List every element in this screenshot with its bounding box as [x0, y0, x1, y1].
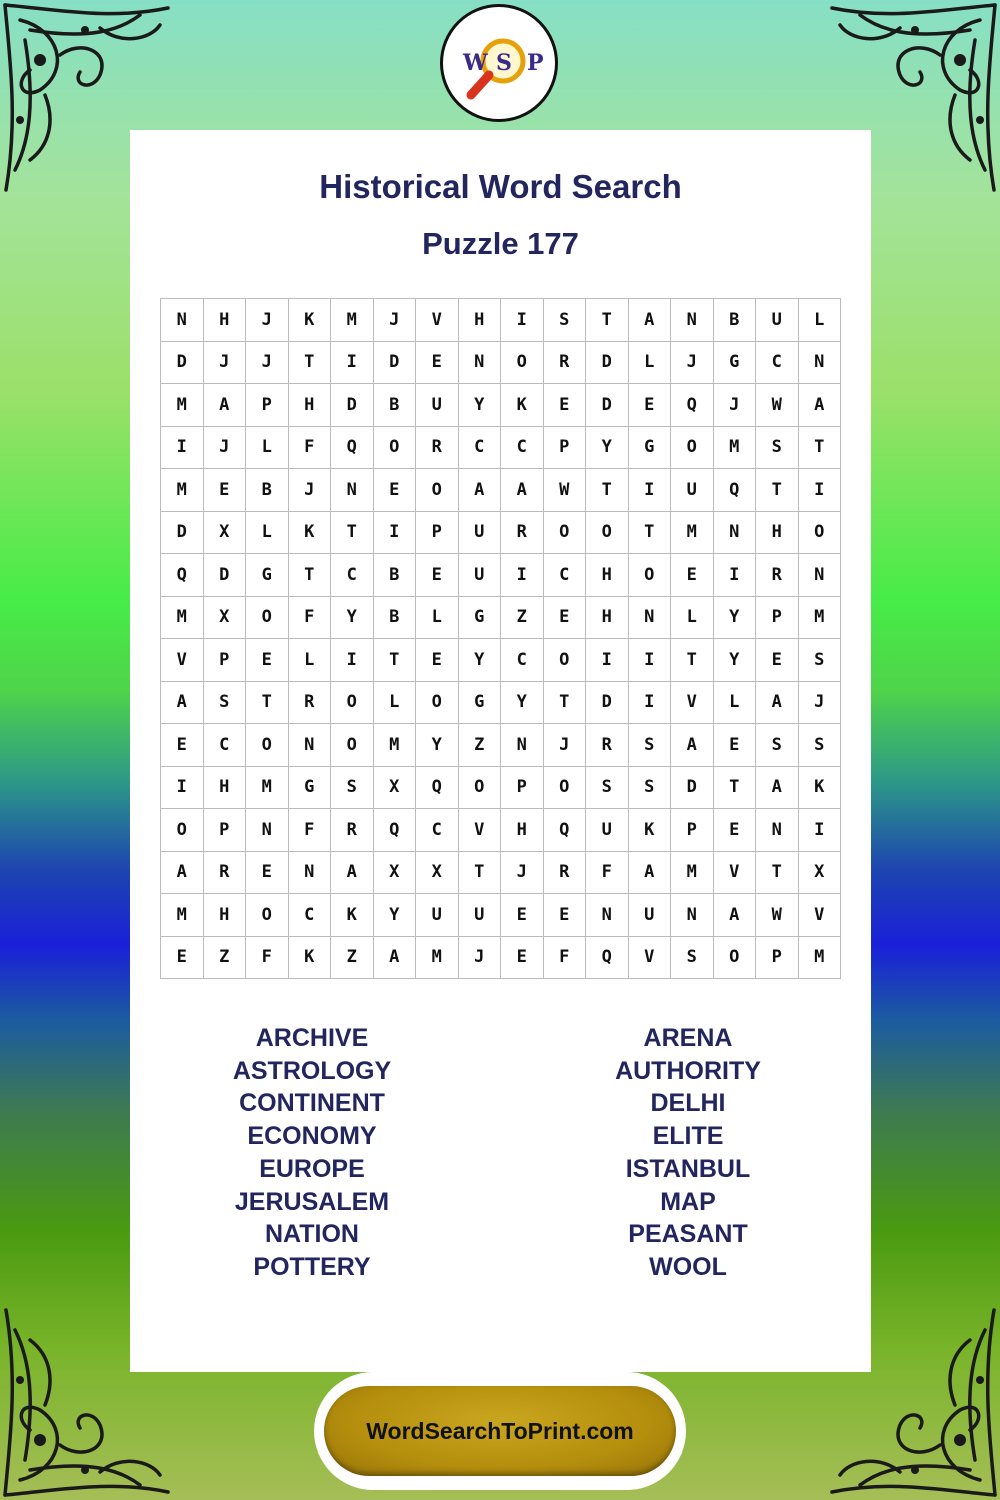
grid-cell[interactable]: V: [671, 682, 714, 725]
grid-cell[interactable]: T: [756, 469, 799, 512]
grid-cell[interactable]: J: [204, 342, 247, 385]
grid-cell[interactable]: M: [671, 852, 714, 895]
grid-cell[interactable]: C: [204, 724, 247, 767]
grid-cell[interactable]: M: [161, 384, 204, 427]
grid-cell[interactable]: C: [501, 639, 544, 682]
grid-cell[interactable]: D: [331, 384, 374, 427]
grid-cell[interactable]: Q: [161, 554, 204, 597]
grid-cell[interactable]: U: [459, 894, 502, 937]
grid-cell[interactable]: C: [289, 894, 332, 937]
grid-cell[interactable]: K: [501, 384, 544, 427]
grid-cell[interactable]: N: [161, 299, 204, 342]
grid-cell[interactable]: H: [501, 809, 544, 852]
grid-cell[interactable]: H: [459, 299, 502, 342]
grid-cell[interactable]: O: [544, 767, 587, 810]
grid-cell[interactable]: R: [544, 852, 587, 895]
grid-cell[interactable]: Y: [459, 384, 502, 427]
grid-cell[interactable]: E: [416, 342, 459, 385]
grid-cell[interactable]: O: [544, 639, 587, 682]
grid-cell[interactable]: O: [416, 682, 459, 725]
grid-cell[interactable]: V: [799, 894, 842, 937]
grid-cell[interactable]: C: [459, 427, 502, 470]
grid-cell[interactable]: M: [799, 597, 842, 640]
grid-cell[interactable]: C: [416, 809, 459, 852]
grid-cell[interactable]: T: [629, 512, 672, 555]
grid-cell[interactable]: E: [544, 894, 587, 937]
grid-cell[interactable]: T: [459, 852, 502, 895]
grid-cell[interactable]: O: [246, 724, 289, 767]
grid-cell[interactable]: E: [501, 894, 544, 937]
grid-cell[interactable]: V: [714, 852, 757, 895]
grid-cell[interactable]: P: [204, 809, 247, 852]
grid-cell[interactable]: E: [501, 937, 544, 980]
grid-cell[interactable]: S: [629, 724, 672, 767]
grid-cell[interactable]: Q: [331, 427, 374, 470]
word-list-item: ECONOMY: [247, 1122, 377, 1151]
grid-cell[interactable]: H: [289, 384, 332, 427]
grid-cell[interactable]: A: [756, 682, 799, 725]
grid-cell[interactable]: E: [416, 639, 459, 682]
grid-cell[interactable]: N: [501, 724, 544, 767]
grid-cell[interactable]: K: [289, 937, 332, 980]
grid-cell[interactable]: E: [544, 384, 587, 427]
grid-cell[interactable]: O: [416, 469, 459, 512]
grid-cell[interactable]: R: [544, 342, 587, 385]
grid-cell[interactable]: H: [586, 554, 629, 597]
grid-cell[interactable]: S: [799, 724, 842, 767]
grid-cell[interactable]: G: [459, 682, 502, 725]
grid-cell[interactable]: N: [586, 894, 629, 937]
grid-cell[interactable]: S: [586, 767, 629, 810]
grid-cell[interactable]: Q: [714, 469, 757, 512]
grid-cell[interactable]: J: [204, 427, 247, 470]
grid-cell[interactable]: F: [289, 597, 332, 640]
grid-cell[interactable]: V: [416, 299, 459, 342]
grid-cell[interactable]: G: [459, 597, 502, 640]
grid-cell[interactable]: X: [204, 597, 247, 640]
grid-cell[interactable]: E: [544, 597, 587, 640]
puzzle-card: [130, 130, 871, 1372]
grid-cell[interactable]: Q: [586, 937, 629, 980]
grid-cell[interactable]: E: [756, 639, 799, 682]
grid-cell[interactable]: D: [586, 384, 629, 427]
grid-cell[interactable]: A: [161, 682, 204, 725]
grid-cell[interactable]: A: [799, 384, 842, 427]
grid-cell[interactable]: K: [289, 512, 332, 555]
grid-cell[interactable]: L: [416, 597, 459, 640]
grid-cell[interactable]: I: [629, 469, 672, 512]
word-list-item: POTTERY: [253, 1252, 371, 1281]
grid-cell[interactable]: I: [629, 682, 672, 725]
word-list-item: MAP: [660, 1187, 716, 1216]
grid-cell[interactable]: U: [629, 894, 672, 937]
grid-cell[interactable]: M: [671, 512, 714, 555]
grid-cell[interactable]: J: [714, 384, 757, 427]
grid-cell[interactable]: P: [416, 512, 459, 555]
grid-cell[interactable]: P: [756, 597, 799, 640]
grid-cell[interactable]: S: [671, 937, 714, 980]
word-list-item: PEASANT: [628, 1220, 748, 1249]
grid-cell[interactable]: Z: [501, 597, 544, 640]
grid-cell[interactable]: C: [501, 427, 544, 470]
grid-cell[interactable]: C: [331, 554, 374, 597]
word-list-item: ARENA: [643, 1024, 733, 1052]
grid-cell[interactable]: O: [459, 767, 502, 810]
grid-cell[interactable]: N: [714, 512, 757, 555]
grid-cell[interactable]: X: [799, 852, 842, 895]
grid-cell[interactable]: H: [586, 597, 629, 640]
grid-cell[interactable]: P: [501, 767, 544, 810]
grid-cell[interactable]: U: [459, 512, 502, 555]
grid-cell[interactable]: P: [204, 639, 247, 682]
word-list-item: ASTROLOGY: [232, 1056, 392, 1085]
grid-cell[interactable]: N: [246, 809, 289, 852]
grid-cell[interactable]: Y: [586, 427, 629, 470]
grid-cell[interactable]: N: [671, 299, 714, 342]
grid-cell[interactable]: N: [799, 342, 842, 385]
logo-letter-s: S: [496, 50, 512, 76]
grid-cell[interactable]: L: [629, 342, 672, 385]
grid-cell[interactable]: B: [714, 299, 757, 342]
grid-cell[interactable]: I: [799, 469, 842, 512]
grid-cell[interactable]: M: [246, 767, 289, 810]
grid-cell[interactable]: V: [629, 937, 672, 980]
grid-cell[interactable]: D: [161, 512, 204, 555]
grid-cell[interactable]: L: [246, 512, 289, 555]
grid-cell[interactable]: N: [756, 809, 799, 852]
grid-cell[interactable]: H: [204, 767, 247, 810]
grid-cell[interactable]: Q: [416, 767, 459, 810]
grid-cell[interactable]: S: [331, 767, 374, 810]
grid-cell[interactable]: E: [374, 469, 417, 512]
grid-cell[interactable]: I: [374, 512, 417, 555]
grid-cell[interactable]: I: [586, 639, 629, 682]
grid-cell[interactable]: M: [161, 469, 204, 512]
page-title: Historical Word Search: [319, 168, 682, 205]
grid-cell[interactable]: R: [416, 427, 459, 470]
grid-cell[interactable]: A: [501, 469, 544, 512]
grid-cell[interactable]: N: [629, 597, 672, 640]
grid-cell[interactable]: I: [799, 809, 842, 852]
grid-cell[interactable]: M: [161, 894, 204, 937]
grid-cell[interactable]: J: [671, 342, 714, 385]
grid-cell[interactable]: E: [246, 852, 289, 895]
grid-cell[interactable]: T: [246, 682, 289, 725]
grid-cell[interactable]: L: [246, 427, 289, 470]
grid-cell[interactable]: T: [799, 427, 842, 470]
grid-cell[interactable]: I: [331, 342, 374, 385]
grid-cell[interactable]: R: [204, 852, 247, 895]
grid-cell[interactable]: T: [586, 299, 629, 342]
grid-cell[interactable]: G: [246, 554, 289, 597]
grid-cell[interactable]: P: [756, 937, 799, 980]
grid-cell[interactable]: G: [714, 342, 757, 385]
grid-cell[interactable]: L: [289, 639, 332, 682]
puzzle-number: Puzzle 177: [422, 226, 579, 261]
word-list-right: [538, 1022, 838, 1284]
word-list-item: AUTHORITY: [615, 1056, 761, 1085]
grid-cell[interactable]: T: [374, 639, 417, 682]
grid-cell[interactable]: X: [374, 767, 417, 810]
grid-cell[interactable]: O: [714, 937, 757, 980]
grid-cell[interactable]: W: [756, 384, 799, 427]
grid-cell[interactable]: D: [204, 554, 247, 597]
grid-cell[interactable]: G: [289, 767, 332, 810]
word-list-item: ISTANBUL: [625, 1154, 751, 1183]
grid-cell[interactable]: U: [671, 469, 714, 512]
grid-cell[interactable]: O: [161, 809, 204, 852]
grid-cell[interactable]: E: [714, 809, 757, 852]
grid-cell[interactable]: Q: [671, 384, 714, 427]
grid-cell[interactable]: L: [374, 682, 417, 725]
grid-cell[interactable]: H: [204, 299, 247, 342]
grid-cell[interactable]: D: [161, 342, 204, 385]
word-list-item: JERUSALEM: [234, 1187, 390, 1216]
grid-cell[interactable]: R: [501, 512, 544, 555]
grid-cell[interactable]: J: [459, 937, 502, 980]
grid-cell[interactable]: L: [799, 299, 842, 342]
grid-cell[interactable]: E: [671, 554, 714, 597]
grid-cell[interactable]: F: [289, 427, 332, 470]
grid-cell[interactable]: M: [799, 937, 842, 980]
grid-cell[interactable]: W: [756, 894, 799, 937]
grid-cell[interactable]: S: [204, 682, 247, 725]
logo-letter-p: P: [527, 50, 544, 76]
grid-cell[interactable]: J: [289, 469, 332, 512]
grid-cell[interactable]: T: [331, 512, 374, 555]
grid-cell[interactable]: M: [416, 937, 459, 980]
grid-cell[interactable]: K: [289, 299, 332, 342]
word-list-item: CONTINENT: [239, 1089, 385, 1118]
grid-cell[interactable]: C: [544, 554, 587, 597]
grid-cell[interactable]: H: [204, 894, 247, 937]
grid-cell[interactable]: A: [629, 299, 672, 342]
grid-cell[interactable]: R: [289, 682, 332, 725]
grid-cell[interactable]: L: [671, 597, 714, 640]
grid-cell[interactable]: B: [374, 554, 417, 597]
grid-cell[interactable]: B: [374, 384, 417, 427]
grid-cell[interactable]: O: [501, 342, 544, 385]
grid-cell[interactable]: D: [671, 767, 714, 810]
site-name: WordSearchToPrint.com: [366, 1417, 634, 1444]
grid-cell[interactable]: O: [629, 554, 672, 597]
grid-cell[interactable]: T: [756, 852, 799, 895]
grid-cell[interactable]: R: [756, 554, 799, 597]
grid-cell[interactable]: N: [289, 724, 332, 767]
grid-cell[interactable]: I: [161, 767, 204, 810]
grid-cell[interactable]: A: [204, 384, 247, 427]
word-list-left: [162, 1022, 462, 1284]
grid-cell[interactable]: R: [586, 724, 629, 767]
grid-cell[interactable]: F: [586, 852, 629, 895]
grid-cell[interactable]: M: [714, 427, 757, 470]
grid-cell[interactable]: Y: [331, 597, 374, 640]
grid-cell[interactable]: Z: [204, 937, 247, 980]
grid-cell[interactable]: X: [416, 852, 459, 895]
grid-cell[interactable]: F: [246, 937, 289, 980]
footer-badge: [314, 1372, 686, 1490]
grid-cell[interactable]: J: [799, 682, 842, 725]
grid-cell[interactable]: P: [544, 427, 587, 470]
grid-cell[interactable]: D: [586, 682, 629, 725]
grid-cell[interactable]: O: [331, 682, 374, 725]
grid-cell[interactable]: Z: [331, 937, 374, 980]
grid-cell[interactable]: Y: [374, 894, 417, 937]
grid-cell[interactable]: I: [331, 639, 374, 682]
grid-cell[interactable]: J: [501, 852, 544, 895]
grid-cell[interactable]: U: [416, 384, 459, 427]
word-list-item: DELHI: [650, 1089, 726, 1118]
letter-grid: [160, 298, 841, 979]
grid-cell[interactable]: A: [671, 724, 714, 767]
grid-cell[interactable]: N: [671, 894, 714, 937]
grid-cell[interactable]: A: [161, 852, 204, 895]
grid-cell[interactable]: K: [331, 894, 374, 937]
grid-cell[interactable]: S: [544, 299, 587, 342]
grid-cell[interactable]: B: [246, 469, 289, 512]
grid-cell[interactable]: N: [289, 852, 332, 895]
grid-cell[interactable]: O: [544, 512, 587, 555]
grid-cell[interactable]: M: [331, 299, 374, 342]
grid-cell[interactable]: W: [544, 469, 587, 512]
grid-cell[interactable]: Z: [459, 724, 502, 767]
grid-cell[interactable]: X: [374, 852, 417, 895]
grid-cell[interactable]: O: [246, 597, 289, 640]
grid-cell[interactable]: S: [629, 767, 672, 810]
grid-cell[interactable]: N: [459, 342, 502, 385]
grid-cell[interactable]: U: [459, 554, 502, 597]
grid-cell[interactable]: S: [756, 724, 799, 767]
grid-cell[interactable]: P: [246, 384, 289, 427]
grid-cell[interactable]: A: [374, 937, 417, 980]
grid-cell[interactable]: B: [374, 597, 417, 640]
grid-cell[interactable]: A: [459, 469, 502, 512]
grid-cell[interactable]: S: [799, 639, 842, 682]
grid-cell[interactable]: U: [756, 299, 799, 342]
grid-cell[interactable]: J: [374, 299, 417, 342]
word-list-item: ELITE: [652, 1122, 724, 1151]
logo-letter-w: W: [463, 50, 488, 76]
grid-cell[interactable]: E: [714, 724, 757, 767]
grid-cell[interactable]: A: [331, 852, 374, 895]
grid-cell[interactable]: T: [586, 469, 629, 512]
grid-cell[interactable]: I: [161, 427, 204, 470]
grid-cell[interactable]: M: [161, 597, 204, 640]
grid-cell[interactable]: D: [586, 342, 629, 385]
grid-cell[interactable]: D: [374, 342, 417, 385]
grid-cell[interactable]: J: [544, 724, 587, 767]
grid-cell[interactable]: S: [756, 427, 799, 470]
grid-cell[interactable]: O: [671, 427, 714, 470]
grid-cell[interactable]: E: [204, 469, 247, 512]
grid-cell[interactable]: V: [161, 639, 204, 682]
grid-cell[interactable]: J: [246, 299, 289, 342]
grid-cell[interactable]: Y: [714, 597, 757, 640]
grid-cell[interactable]: O: [246, 894, 289, 937]
grid-cell[interactable]: O: [799, 512, 842, 555]
grid-cell[interactable]: O: [374, 427, 417, 470]
word-list-item: WOOL: [649, 1252, 727, 1281]
grid-cell[interactable]: I: [501, 299, 544, 342]
grid-cell[interactable]: I: [629, 639, 672, 682]
grid-cell[interactable]: Y: [714, 639, 757, 682]
grid-cell[interactable]: F: [289, 809, 332, 852]
word-list-item: EUROPE: [259, 1154, 365, 1183]
grid-cell[interactable]: L: [714, 682, 757, 725]
grid-cell[interactable]: U: [416, 894, 459, 937]
grid-cell[interactable]: Q: [374, 809, 417, 852]
grid-cell[interactable]: J: [246, 342, 289, 385]
grid-cell[interactable]: T: [544, 682, 587, 725]
grid-cell[interactable]: E: [161, 724, 204, 767]
grid-cell[interactable]: I: [714, 554, 757, 597]
grid-cell[interactable]: X: [204, 512, 247, 555]
grid-cell[interactable]: K: [629, 809, 672, 852]
grid-cell[interactable]: T: [289, 342, 332, 385]
grid-cell[interactable]: G: [629, 427, 672, 470]
grid-cell[interactable]: K: [799, 767, 842, 810]
grid-cell[interactable]: T: [714, 767, 757, 810]
grid-cell[interactable]: T: [671, 639, 714, 682]
grid-cell[interactable]: M: [374, 724, 417, 767]
grid-cell[interactable]: O: [331, 724, 374, 767]
wsp-logo: [440, 4, 558, 122]
grid-cell[interactable]: A: [629, 852, 672, 895]
grid-cell[interactable]: E: [161, 937, 204, 980]
grid-cell[interactable]: A: [714, 894, 757, 937]
grid-cell[interactable]: Q: [544, 809, 587, 852]
grid-cell[interactable]: T: [289, 554, 332, 597]
grid-cell[interactable]: Y: [459, 639, 502, 682]
grid-cell[interactable]: E: [246, 639, 289, 682]
site-link-button[interactable]: [324, 1386, 676, 1476]
grid-cell[interactable]: H: [756, 512, 799, 555]
grid-cell[interactable]: C: [756, 342, 799, 385]
word-list-item: NATION: [265, 1220, 359, 1249]
grid-cell[interactable]: R: [331, 809, 374, 852]
grid-cell[interactable]: N: [799, 554, 842, 597]
grid-cell[interactable]: I: [501, 554, 544, 597]
grid-cell[interactable]: F: [544, 937, 587, 980]
grid-cell[interactable]: Y: [501, 682, 544, 725]
grid-cell[interactable]: U: [586, 809, 629, 852]
grid-cell[interactable]: N: [331, 469, 374, 512]
grid-cell[interactable]: P: [671, 809, 714, 852]
grid-cell[interactable]: E: [629, 384, 672, 427]
grid-cell[interactable]: O: [586, 512, 629, 555]
grid-cell[interactable]: A: [756, 767, 799, 810]
grid-cell[interactable]: Y: [416, 724, 459, 767]
grid-cell[interactable]: E: [416, 554, 459, 597]
grid-cell[interactable]: V: [459, 809, 502, 852]
word-list-item: ARCHIVE: [255, 1024, 369, 1052]
